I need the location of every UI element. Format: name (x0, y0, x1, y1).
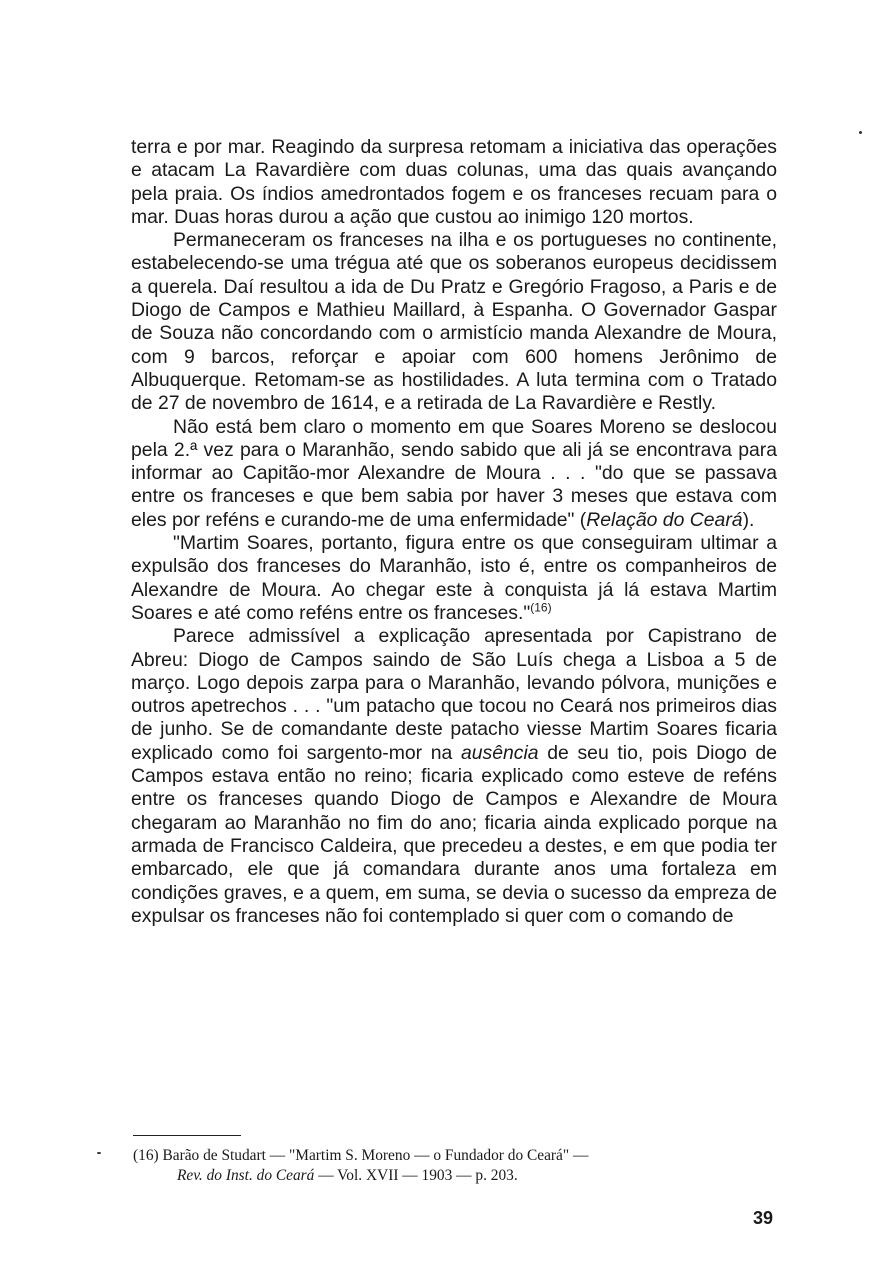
footnote-line-2 (133, 1166, 783, 1186)
footnote-line-1: (16) Barão de Studart — "Martim S. Moreno — o Fundador do Ceará" — (133, 1147, 589, 1164)
body-text (131, 136, 777, 928)
paragraph-1 (131, 136, 777, 229)
paragraph-5-text-a: Parece admissível a explicação apresentada por Capistrano de Abreu: Diogo de Campos saindo de São Luís chega a Lisboa a 5 de março. Logo depois zarpa para o Maranhão, levando pólvora, munições e outros apetrechos . . . "um patacho que tocou no Ceará nos primeiros dias de junho. Se de comandante deste patacho viesse Martim Soares ficaria explicado como foi sargento-mor na (131, 625, 777, 764)
footnote-journal: Rev. do Inst. do Ceará (177, 1167, 315, 1184)
paragraph-2-text: Permaneceram os franceses na ilha e os portugueses no continente, estabelecendo-se uma trégua até que os soberanos europeus decidissem a querela. Daí resultou a ida de Du Pratz e Gregório Fragoso, a Paris e de Diogo de Campos e Mathieu Maillard, à Espanha. O Governador Gaspar de Souza não concordando com o armistício manda Alexandre de Moura, com 9 barcos, reforçar e apoiar com 600 homens Jerônimo de Albuquerque. Retomam-se as hostilidades. A luta termina com o Tratado de 27 de novembro de 1614, e a retirada de La Ravardière e Restly. (131, 229, 777, 415)
paragraph-5-emphasis: ausência (460, 741, 539, 764)
paragraph-4 (131, 532, 777, 625)
paragraph-4-text: "Martim Soares, portanto, figura entre os que conseguiram ultimar a expulsão dos franceses do Maranhão, isto é, entre os companheiros de Alexandre de Moura. Ao chegar este à conquista já lá estava Martim Soares e até como reféns entre os franceses." (131, 532, 777, 624)
scan-speck (859, 131, 862, 134)
footnote (133, 1146, 783, 1186)
page-number: 39 (753, 1208, 774, 1228)
paragraph-1-text: terra e por mar. Reagindo da surpresa retomam a iniciativa das operações e atacam La Ravardière com duas colunas, uma das quais avançando pela praia. Os índios amedrontados fogem e os franceses recuam para o mar. Duas horas durou a ação que custou ao inimigo 120 mortos. (131, 136, 777, 228)
scan-speck (97, 1152, 101, 1154)
paragraph-5 (131, 625, 777, 928)
paragraph-5-text-b: de seu tio, pois Diogo de Campos estava então no reino; ficaria explicado como esteve de reféns entre os franceses quando Diogo de Campos e Alexandre de Moura chegaram ao Maranhão no fim do ano; ficaria ainda explicado porque na armada de Francisco Caldeira, que precedeu a destes, e em que podia ter embarcado, ele que já comandara durante anos uma fortaleza em condições graves, e a quem, em suma, se devia o sucesso da empreza de expulsar os franceses não foi contemplado si quer com o comando de (131, 741, 778, 927)
paragraph-3-text-b: ). (742, 508, 755, 531)
footnote-reference: (16) (530, 600, 552, 615)
paragraph-2 (131, 229, 777, 415)
footnote-volume: — Vol. XVII — 1903 — p. 203. (314, 1167, 518, 1184)
paragraph-3-citation: Relação do Ceará (586, 508, 743, 531)
paragraph-3 (131, 416, 777, 532)
paragraph-3-text-a: Não está bem claro o momento em que Soares Moreno se deslocou pela 2.ª vez para o Maranhão, sendo sabido que ali já se encontrava para informar ao Capitão-mor Alexandre de Moura . . . "do que se passava entre os franceses e que bem sabia por haver 3 meses que estava com eles por reféns e curando-me de uma enfermidade" ( (131, 415, 777, 531)
footnote-divider (133, 1135, 241, 1136)
